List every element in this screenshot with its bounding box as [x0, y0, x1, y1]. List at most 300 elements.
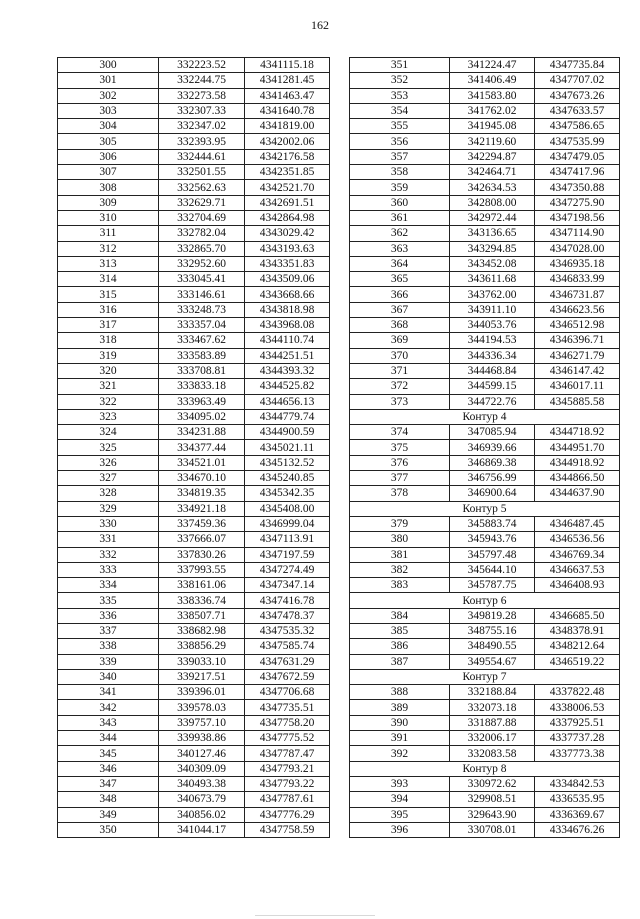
coordinates-table-right — [349, 57, 620, 838]
x-coordinate-cell: 342294.87 — [450, 149, 535, 164]
x-coordinate-cell: 347085.94 — [450, 425, 535, 440]
y-coordinate-cell: 4347417.96 — [535, 165, 620, 180]
table-row — [350, 547, 620, 562]
y-coordinate-cell: 4347586.65 — [535, 119, 620, 134]
x-coordinate-cell: 346869.38 — [450, 455, 535, 470]
point-number-cell: 367 — [350, 302, 450, 317]
table-row — [58, 119, 330, 134]
x-coordinate-cell: 344194.53 — [450, 333, 535, 348]
x-coordinate-cell: 332704.69 — [159, 210, 245, 225]
table-row — [58, 746, 330, 761]
table-row — [350, 363, 620, 378]
y-coordinate-cell: 4347758.20 — [245, 715, 330, 730]
x-coordinate-cell: 339757.10 — [159, 715, 245, 730]
y-coordinate-cell: 4348378.91 — [535, 623, 620, 638]
point-number-cell: 382 — [350, 562, 450, 577]
point-number-cell: 318 — [58, 333, 159, 348]
x-coordinate-cell: 334377.44 — [159, 440, 245, 455]
table-row — [58, 455, 330, 470]
y-coordinate-cell: 4347478.37 — [245, 608, 330, 623]
x-coordinate-cell: 333146.61 — [159, 287, 245, 302]
table-row — [58, 807, 330, 822]
y-coordinate-cell: 4341640.78 — [245, 103, 330, 118]
x-coordinate-cell: 332865.70 — [159, 241, 245, 256]
point-number-cell: 387 — [350, 654, 450, 669]
table-row — [58, 822, 330, 837]
y-coordinate-cell: 4347775.52 — [245, 731, 330, 746]
point-number-cell: 331 — [58, 532, 159, 547]
y-coordinate-cell: 4342176.58 — [245, 149, 330, 164]
x-coordinate-cell: 344468.84 — [450, 363, 535, 378]
table-row — [58, 333, 330, 348]
point-number-cell: 339 — [58, 654, 159, 669]
y-coordinate-cell: 4337925.51 — [535, 715, 620, 730]
table-row — [350, 776, 620, 791]
x-coordinate-cell: 339578.03 — [159, 700, 245, 715]
x-coordinate-cell: 344336.34 — [450, 348, 535, 363]
point-number-cell: 304 — [58, 119, 159, 134]
point-number-cell: 392 — [350, 746, 450, 761]
point-number-cell: 391 — [350, 731, 450, 746]
point-number-cell: 355 — [350, 119, 450, 134]
x-coordinate-cell: 339217.51 — [159, 669, 245, 684]
table-row — [350, 348, 620, 363]
x-coordinate-cell: 337830.26 — [159, 547, 245, 562]
point-number-cell: 348 — [58, 792, 159, 807]
point-number-cell: 356 — [350, 134, 450, 149]
x-coordinate-cell: 333833.18 — [159, 379, 245, 394]
contour-header-row — [350, 593, 620, 608]
point-number-cell: 353 — [350, 88, 450, 103]
table-row — [58, 501, 330, 516]
table-row — [58, 210, 330, 225]
point-number-cell: 386 — [350, 639, 450, 654]
x-coordinate-cell: 341583.80 — [450, 88, 535, 103]
table-row — [58, 363, 330, 378]
y-coordinate-cell: 4347672.59 — [245, 669, 330, 684]
x-coordinate-cell: 340673.79 — [159, 792, 245, 807]
y-coordinate-cell: 4342351.85 — [245, 165, 330, 180]
point-number-cell: 360 — [350, 195, 450, 210]
table-row — [350, 440, 620, 455]
x-coordinate-cell: 343294.85 — [450, 241, 535, 256]
x-coordinate-cell: 332562.63 — [159, 180, 245, 195]
y-coordinate-cell: 4347735.51 — [245, 700, 330, 715]
y-coordinate-cell: 4337822.48 — [535, 685, 620, 700]
x-coordinate-cell: 333583.89 — [159, 348, 245, 363]
x-coordinate-cell: 341945.08 — [450, 119, 535, 134]
x-coordinate-cell: 332347.02 — [159, 119, 245, 134]
point-number-cell: 306 — [58, 149, 159, 164]
point-number-cell: 317 — [58, 318, 159, 333]
y-coordinate-cell: 4344656.13 — [245, 394, 330, 409]
table-row — [58, 547, 330, 562]
x-coordinate-cell: 340309.09 — [159, 761, 245, 776]
point-number-cell: 302 — [58, 88, 159, 103]
point-number-cell: 354 — [350, 103, 450, 118]
point-number-cell: 307 — [58, 165, 159, 180]
point-number-cell: 319 — [58, 348, 159, 363]
point-number-cell: 303 — [58, 103, 159, 118]
y-coordinate-cell: 4347113.91 — [245, 532, 330, 547]
y-coordinate-cell: 4343968.08 — [245, 318, 330, 333]
y-coordinate-cell: 4347793.21 — [245, 761, 330, 776]
table-row — [350, 394, 620, 409]
y-coordinate-cell: 4342002.06 — [245, 134, 330, 149]
table-row — [350, 241, 620, 256]
point-number-cell: 310 — [58, 210, 159, 225]
y-coordinate-cell: 4346271.79 — [535, 348, 620, 363]
x-coordinate-cell: 333963.49 — [159, 394, 245, 409]
x-coordinate-cell: 334670.10 — [159, 471, 245, 486]
table-row — [58, 409, 330, 424]
x-coordinate-cell: 345787.75 — [450, 578, 535, 593]
table-row — [350, 180, 620, 195]
x-coordinate-cell: 330708.01 — [450, 822, 535, 837]
table-row — [58, 700, 330, 715]
y-coordinate-cell: 4347787.47 — [245, 746, 330, 761]
y-coordinate-cell: 4343029.42 — [245, 226, 330, 241]
table-row — [58, 593, 330, 608]
x-coordinate-cell: 332244.75 — [159, 73, 245, 88]
point-number-cell: 396 — [350, 822, 450, 837]
table-row — [350, 792, 620, 807]
y-coordinate-cell: 4346999.04 — [245, 516, 330, 531]
point-number-cell: 366 — [350, 287, 450, 302]
y-coordinate-cell: 4336535.95 — [535, 792, 620, 807]
point-number-cell: 336 — [58, 608, 159, 623]
table-row — [58, 88, 330, 103]
x-coordinate-cell: 348490.55 — [450, 639, 535, 654]
x-coordinate-cell: 349819.28 — [450, 608, 535, 623]
contour-header: Контур 7 — [350, 669, 620, 684]
x-coordinate-cell: 342972.44 — [450, 210, 535, 225]
point-number-cell: 333 — [58, 562, 159, 577]
y-coordinate-cell: 4347776.29 — [245, 807, 330, 822]
y-coordinate-cell: 4344900.59 — [245, 425, 330, 440]
table-row — [350, 333, 620, 348]
contour-header-row — [350, 409, 620, 424]
y-coordinate-cell: 4347631.29 — [245, 654, 330, 669]
x-coordinate-cell: 332188.84 — [450, 685, 535, 700]
coordinates-table-left — [57, 57, 330, 838]
y-coordinate-cell: 4343351.83 — [245, 256, 330, 271]
contour-header-row — [350, 761, 620, 776]
x-coordinate-cell: 346900.64 — [450, 486, 535, 501]
x-coordinate-cell: 338161.06 — [159, 578, 245, 593]
table-row — [58, 287, 330, 302]
x-coordinate-cell: 342808.00 — [450, 195, 535, 210]
table-row — [58, 532, 330, 547]
point-number-cell: 376 — [350, 455, 450, 470]
point-number-cell: 335 — [58, 593, 159, 608]
table-row — [58, 731, 330, 746]
point-number-cell: 305 — [58, 134, 159, 149]
point-number-cell: 370 — [350, 348, 450, 363]
y-coordinate-cell: 4347735.84 — [535, 58, 620, 73]
point-number-cell: 371 — [350, 363, 450, 378]
x-coordinate-cell: 329908.51 — [450, 792, 535, 807]
point-number-cell: 328 — [58, 486, 159, 501]
table-row — [350, 287, 620, 302]
table-row — [58, 318, 330, 333]
x-coordinate-cell: 343762.00 — [450, 287, 535, 302]
table-row — [350, 134, 620, 149]
contour-header: Контур 8 — [350, 761, 620, 776]
table-row — [58, 272, 330, 287]
table-row — [350, 226, 620, 241]
table-row — [58, 578, 330, 593]
y-coordinate-cell: 4345408.00 — [245, 501, 330, 516]
table-row — [58, 562, 330, 577]
y-coordinate-cell: 4347535.32 — [245, 623, 330, 638]
x-coordinate-cell: 343452.08 — [450, 256, 535, 271]
table-row — [58, 516, 330, 531]
y-coordinate-cell: 4346536.56 — [535, 532, 620, 547]
y-coordinate-cell: 4346623.56 — [535, 302, 620, 317]
x-coordinate-cell: 343911.10 — [450, 302, 535, 317]
point-number-cell: 352 — [350, 73, 450, 88]
table-row — [350, 486, 620, 501]
y-coordinate-cell: 4342521.70 — [245, 180, 330, 195]
y-coordinate-cell: 4345342.35 — [245, 486, 330, 501]
point-number-cell: 349 — [58, 807, 159, 822]
x-coordinate-cell: 332782.04 — [159, 226, 245, 241]
point-number-cell: 378 — [350, 486, 450, 501]
y-coordinate-cell: 4345885.58 — [535, 394, 620, 409]
x-coordinate-cell: 344599.15 — [450, 379, 535, 394]
table-row — [58, 226, 330, 241]
x-coordinate-cell: 332307.33 — [159, 103, 245, 118]
table-row — [350, 195, 620, 210]
table-row — [350, 623, 620, 638]
y-coordinate-cell: 4346731.87 — [535, 287, 620, 302]
table-row — [58, 776, 330, 791]
point-number-cell: 388 — [350, 685, 450, 700]
y-coordinate-cell: 4346408.93 — [535, 578, 620, 593]
x-coordinate-cell: 344053.76 — [450, 318, 535, 333]
table-row — [350, 165, 620, 180]
x-coordinate-cell: 340493.38 — [159, 776, 245, 791]
table-row — [58, 440, 330, 455]
y-coordinate-cell: 4346487.45 — [535, 516, 620, 531]
table-row — [58, 256, 330, 271]
y-coordinate-cell: 4341115.18 — [245, 58, 330, 73]
table-row — [58, 685, 330, 700]
contour-header-row — [350, 501, 620, 516]
y-coordinate-cell: 4347673.26 — [535, 88, 620, 103]
x-coordinate-cell: 329643.90 — [450, 807, 535, 822]
table-row — [58, 654, 330, 669]
table-row — [350, 731, 620, 746]
table-row — [58, 302, 330, 317]
point-number-cell: 361 — [350, 210, 450, 225]
y-coordinate-cell: 4347275.90 — [535, 195, 620, 210]
y-coordinate-cell: 4341819.00 — [245, 119, 330, 134]
x-coordinate-cell: 345797.48 — [450, 547, 535, 562]
table-row — [350, 639, 620, 654]
y-coordinate-cell: 4347416.78 — [245, 593, 330, 608]
x-coordinate-cell: 340127.46 — [159, 746, 245, 761]
y-coordinate-cell: 4346512.98 — [535, 318, 620, 333]
x-coordinate-cell: 345883.74 — [450, 516, 535, 531]
table-row — [58, 608, 330, 623]
y-coordinate-cell: 4346769.34 — [535, 547, 620, 562]
x-coordinate-cell: 343611.68 — [450, 272, 535, 287]
table-row — [350, 256, 620, 271]
x-coordinate-cell: 333357.04 — [159, 318, 245, 333]
x-coordinate-cell: 333045.41 — [159, 272, 245, 287]
y-coordinate-cell: 4347350.88 — [535, 180, 620, 195]
table-row — [350, 608, 620, 623]
table-row — [350, 746, 620, 761]
table-row — [58, 425, 330, 440]
table-row — [350, 715, 620, 730]
point-number-cell: 381 — [350, 547, 450, 562]
point-number-cell: 393 — [350, 776, 450, 791]
y-coordinate-cell: 4343193.63 — [245, 241, 330, 256]
point-number-cell: 368 — [350, 318, 450, 333]
table-row — [350, 302, 620, 317]
x-coordinate-cell: 338682.98 — [159, 623, 245, 638]
y-coordinate-cell: 4344110.74 — [245, 333, 330, 348]
x-coordinate-cell: 334921.18 — [159, 501, 245, 516]
table-row — [58, 73, 330, 88]
y-coordinate-cell: 4336369.67 — [535, 807, 620, 822]
point-number-cell: 342 — [58, 700, 159, 715]
y-coordinate-cell: 4346637.53 — [535, 562, 620, 577]
point-number-cell: 359 — [350, 180, 450, 195]
table-row — [350, 272, 620, 287]
point-number-cell: 344 — [58, 731, 159, 746]
contour-header: Контур 6 — [350, 593, 620, 608]
x-coordinate-cell: 333467.62 — [159, 333, 245, 348]
y-coordinate-cell: 4347028.00 — [535, 241, 620, 256]
y-coordinate-cell: 4347585.74 — [245, 639, 330, 654]
point-number-cell: 324 — [58, 425, 159, 440]
table-row — [350, 578, 620, 593]
point-number-cell: 362 — [350, 226, 450, 241]
table-row — [58, 669, 330, 684]
table-row — [58, 180, 330, 195]
x-coordinate-cell: 332393.95 — [159, 134, 245, 149]
x-coordinate-cell: 334819.35 — [159, 486, 245, 501]
table-row — [350, 455, 620, 470]
contour-header: Контур 5 — [350, 501, 620, 516]
y-coordinate-cell: 4344251.51 — [245, 348, 330, 363]
table-row — [350, 532, 620, 547]
table-row — [350, 516, 620, 531]
y-coordinate-cell: 4343818.98 — [245, 302, 330, 317]
table-row — [58, 486, 330, 501]
point-number-cell: 326 — [58, 455, 159, 470]
page-number: 162 — [311, 18, 329, 32]
table-row — [350, 379, 620, 394]
y-coordinate-cell: 4346396.71 — [535, 333, 620, 348]
x-coordinate-cell: 332629.71 — [159, 195, 245, 210]
y-coordinate-cell: 4344525.82 — [245, 379, 330, 394]
y-coordinate-cell: 4345240.85 — [245, 471, 330, 486]
y-coordinate-cell: 4338006.53 — [535, 700, 620, 715]
x-coordinate-cell: 343136.65 — [450, 226, 535, 241]
y-coordinate-cell: 4337773.38 — [535, 746, 620, 761]
point-number-cell: 327 — [58, 471, 159, 486]
y-coordinate-cell: 4342691.51 — [245, 195, 330, 210]
table-row — [350, 210, 620, 225]
y-coordinate-cell: 4345132.52 — [245, 455, 330, 470]
point-number-cell: 338 — [58, 639, 159, 654]
point-number-cell: 322 — [58, 394, 159, 409]
point-number-cell: 347 — [58, 776, 159, 791]
point-number-cell: 301 — [58, 73, 159, 88]
table-row — [350, 149, 620, 164]
y-coordinate-cell: 4344718.92 — [535, 425, 620, 440]
table-row — [350, 654, 620, 669]
point-number-cell: 375 — [350, 440, 450, 455]
x-coordinate-cell: 338507.71 — [159, 608, 245, 623]
x-coordinate-cell: 344722.76 — [450, 394, 535, 409]
table-row — [350, 119, 620, 134]
y-coordinate-cell: 4347535.99 — [535, 134, 620, 149]
x-coordinate-cell: 334231.88 — [159, 425, 245, 440]
table-row — [58, 761, 330, 776]
x-coordinate-cell: 342464.71 — [450, 165, 535, 180]
table-row — [58, 165, 330, 180]
point-number-cell: 313 — [58, 256, 159, 271]
table-row — [58, 149, 330, 164]
x-coordinate-cell: 348755.16 — [450, 623, 535, 638]
table-row — [350, 471, 620, 486]
table-row — [58, 623, 330, 638]
y-coordinate-cell: 4334842.53 — [535, 776, 620, 791]
table-row — [350, 807, 620, 822]
point-number-cell: 380 — [350, 532, 450, 547]
point-number-cell: 372 — [350, 379, 450, 394]
y-coordinate-cell: 4347793.22 — [245, 776, 330, 791]
table-row — [58, 103, 330, 118]
y-coordinate-cell: 4334676.26 — [535, 822, 620, 837]
point-number-cell: 340 — [58, 669, 159, 684]
table-row — [350, 685, 620, 700]
y-coordinate-cell: 4347707.02 — [535, 73, 620, 88]
y-coordinate-cell: 4345021.11 — [245, 440, 330, 455]
y-coordinate-cell: 4347274.49 — [245, 562, 330, 577]
table-row — [350, 73, 620, 88]
y-coordinate-cell: 4343668.66 — [245, 287, 330, 302]
y-coordinate-cell: 4344637.90 — [535, 486, 620, 501]
x-coordinate-cell: 346939.66 — [450, 440, 535, 455]
y-coordinate-cell: 4341463.47 — [245, 88, 330, 103]
point-number-cell: 373 — [350, 394, 450, 409]
point-number-cell: 315 — [58, 287, 159, 302]
y-coordinate-cell: 4344779.74 — [245, 409, 330, 424]
table-row — [58, 348, 330, 363]
point-number-cell: 325 — [58, 440, 159, 455]
table-row — [350, 88, 620, 103]
x-coordinate-cell: 337993.55 — [159, 562, 245, 577]
x-coordinate-cell: 341406.49 — [450, 73, 535, 88]
y-coordinate-cell: 4347758.59 — [245, 822, 330, 837]
x-coordinate-cell: 333708.81 — [159, 363, 245, 378]
x-coordinate-cell: 338336.74 — [159, 593, 245, 608]
x-coordinate-cell: 341044.17 — [159, 822, 245, 837]
point-number-cell: 332 — [58, 547, 159, 562]
point-number-cell: 323 — [58, 409, 159, 424]
y-coordinate-cell: 4341281.45 — [245, 73, 330, 88]
contour-header-row — [350, 669, 620, 684]
y-coordinate-cell: 4347633.57 — [535, 103, 620, 118]
y-coordinate-cell: 4337737.28 — [535, 731, 620, 746]
